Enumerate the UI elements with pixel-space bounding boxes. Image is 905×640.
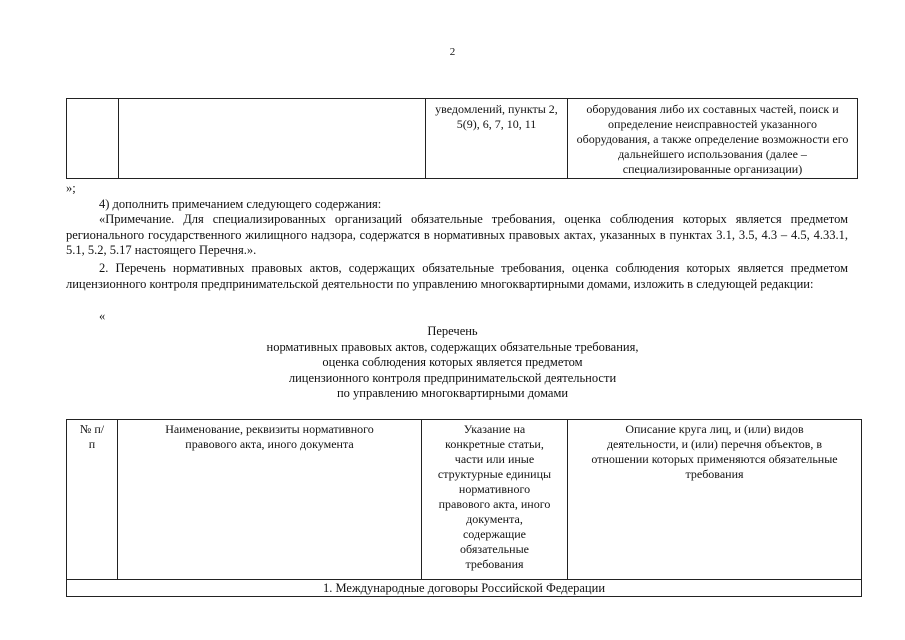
header-articles [422, 420, 568, 580]
item-4: 4) дополнить примечанием следующего содержания: [99, 197, 382, 211]
header-scope [568, 420, 862, 580]
list-title-line-4: лицензионного контроля предпринимательской деятельности [288, 371, 617, 385]
header-scope-text: Описание круга лиц, и (или) видов деятельности, и (или) перечня объектов, в отношении которых применяются обязательные требования [591, 422, 838, 481]
cell-number [67, 99, 119, 179]
cell-scope [568, 99, 858, 179]
list-title-line-5: по управлению многоквартирными домами [336, 386, 569, 400]
list-title-line-2: нормативных правовых актов, содержащих обязательные требования, [266, 340, 639, 354]
note-paragraph: «Примечание. Для специализированных организаций обязательные требования, оценка соблюдения которых является предметом регионального государственного жилищного надзора, содержатся в нормативных правовых актах, указанных в пунктах 3.1, 3.5, 4.3 – 4.5, 4.33.1, 5.1, 5.2, 5.17 настоящего Перечня.». [66, 212, 848, 258]
quote-open: « [99, 309, 106, 323]
section-heading-text: 1. Международные договоры Российской Федерации [322, 581, 606, 595]
previous-table-fragment [66, 98, 858, 179]
quote-close: »; [66, 181, 76, 195]
header-number-text: № п/п [79, 422, 105, 451]
cell-scope-text: оборудования либо их составных частей, поиск и определение неисправностей указанного оборудования, а также определение возможности его дальнейшего использования (далее – специализированные организации) [576, 102, 849, 176]
table-section-row [67, 580, 862, 597]
list-title-line-3: оценка соблюдения которых является предметом [322, 355, 583, 369]
section-heading [67, 580, 862, 597]
list-title: Перечень [427, 324, 478, 338]
header-articles-text: Указание на конкретные статьи, части или иные структурные единицы нормативного правового акта, иного документа, содержащие обязательные требования [437, 422, 552, 571]
requirements-table [66, 419, 862, 597]
header-name-text: Наименование, реквизиты нормативного правового акта, иного документа [165, 422, 374, 451]
table-row [67, 99, 858, 179]
header-number [67, 420, 118, 580]
table-header-row [67, 420, 862, 580]
header-name [118, 420, 422, 580]
page-number: 2 [449, 46, 456, 58]
cell-articles [426, 99, 568, 179]
cell-name [119, 99, 426, 179]
item-2-paragraph: 2. Перечень нормативных правовых актов, содержащих обязательные требования, оценка соблюдения которых является предметом лицензионного контроля предпринимательской деятельности по управлению многоквартирными домами, изложить в следующей редакции: [66, 261, 848, 291]
cell-articles-text: уведомлений, пункты 2, 5(9), 6, 7, 10, 11 [435, 102, 558, 131]
